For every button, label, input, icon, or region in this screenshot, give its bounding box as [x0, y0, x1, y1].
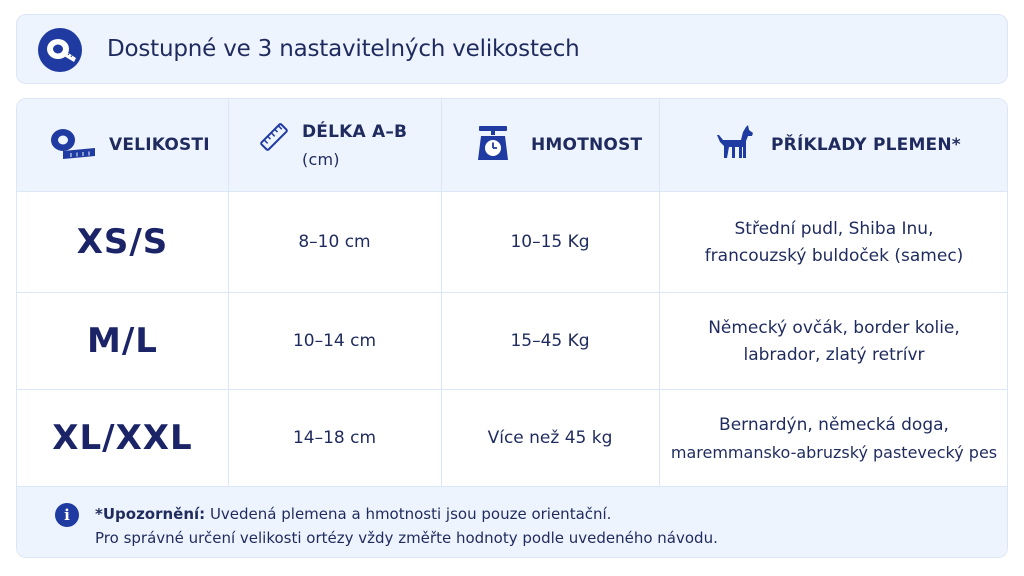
breeds-cell: [659, 194, 1008, 291]
size-cell: M/L: [87, 321, 158, 361]
page-title: Dostupné ve 3 nastavitelných velikostech: [107, 36, 580, 62]
disclaimer-line: [95, 502, 718, 526]
size-cell: XS/S: [76, 222, 169, 262]
table-row: [17, 390, 1008, 487]
disclaimer-note: [17, 486, 1008, 558]
tape-measure-icon: [49, 126, 97, 165]
ruler-icon: [258, 121, 290, 158]
breeds-line: francouzský buldoček (samec): [704, 245, 964, 266]
size-cell: XL/XXL: [52, 418, 193, 458]
header-breeds: [715, 99, 1008, 192]
disclaimer-text: [95, 502, 718, 550]
weight-cell: Více než 45 kg: [487, 428, 613, 448]
breeds-line: Střední pudl, Shiba Inu,: [734, 218, 934, 239]
tape-measure-icon: [38, 28, 82, 72]
header-length-title: DÉLKA A–B: [302, 121, 408, 142]
breeds-cell: [659, 390, 1008, 487]
table-row: [17, 194, 1008, 291]
header-sizes: [49, 99, 228, 192]
header-length-label: [302, 119, 407, 173]
scale-icon: [475, 124, 511, 167]
length-cell: 14–18 cm: [292, 428, 377, 448]
breeds-line: labrador, zlatý retrívr: [743, 344, 925, 365]
header-breeds-label: PŘÍKLADY PLEMEN*: [771, 135, 961, 155]
header-weight: [475, 99, 659, 192]
disclaimer-line1: Uvedená plemena a hmotnosti jsou pouze orientační.: [209, 505, 612, 523]
length-cell: 10–14 cm: [292, 331, 377, 351]
header-length: [258, 99, 441, 192]
header-weight-label: HMOTNOST: [531, 135, 643, 155]
header-sizes-label: VELIKOSTI: [109, 135, 210, 155]
table-row: [17, 293, 1008, 390]
length-cell: 8–10 cm: [298, 232, 371, 252]
weight-cell: 10–15 Kg: [510, 232, 590, 252]
breeds-line: Německý ovčák, border kolie,: [708, 317, 960, 338]
breeds-cell: [659, 293, 1008, 390]
info-icon: i: [55, 503, 79, 527]
weight-cell: 15–45 Kg: [510, 331, 590, 351]
breeds-line: maremmansko-abruzský pastevecký pes: [670, 442, 998, 462]
dog-icon: [715, 124, 755, 167]
disclaimer-label: *Upozornění:: [95, 505, 206, 523]
header-length-unit: (cm): [302, 149, 340, 169]
disclaimer-line2: Pro správné určení velikosti ortézy vždy změřte hodnoty podle uvedeného návodu.: [95, 529, 718, 547]
breeds-line: Bernardýn, německá doga,: [719, 414, 949, 435]
size-table: [16, 98, 1008, 558]
